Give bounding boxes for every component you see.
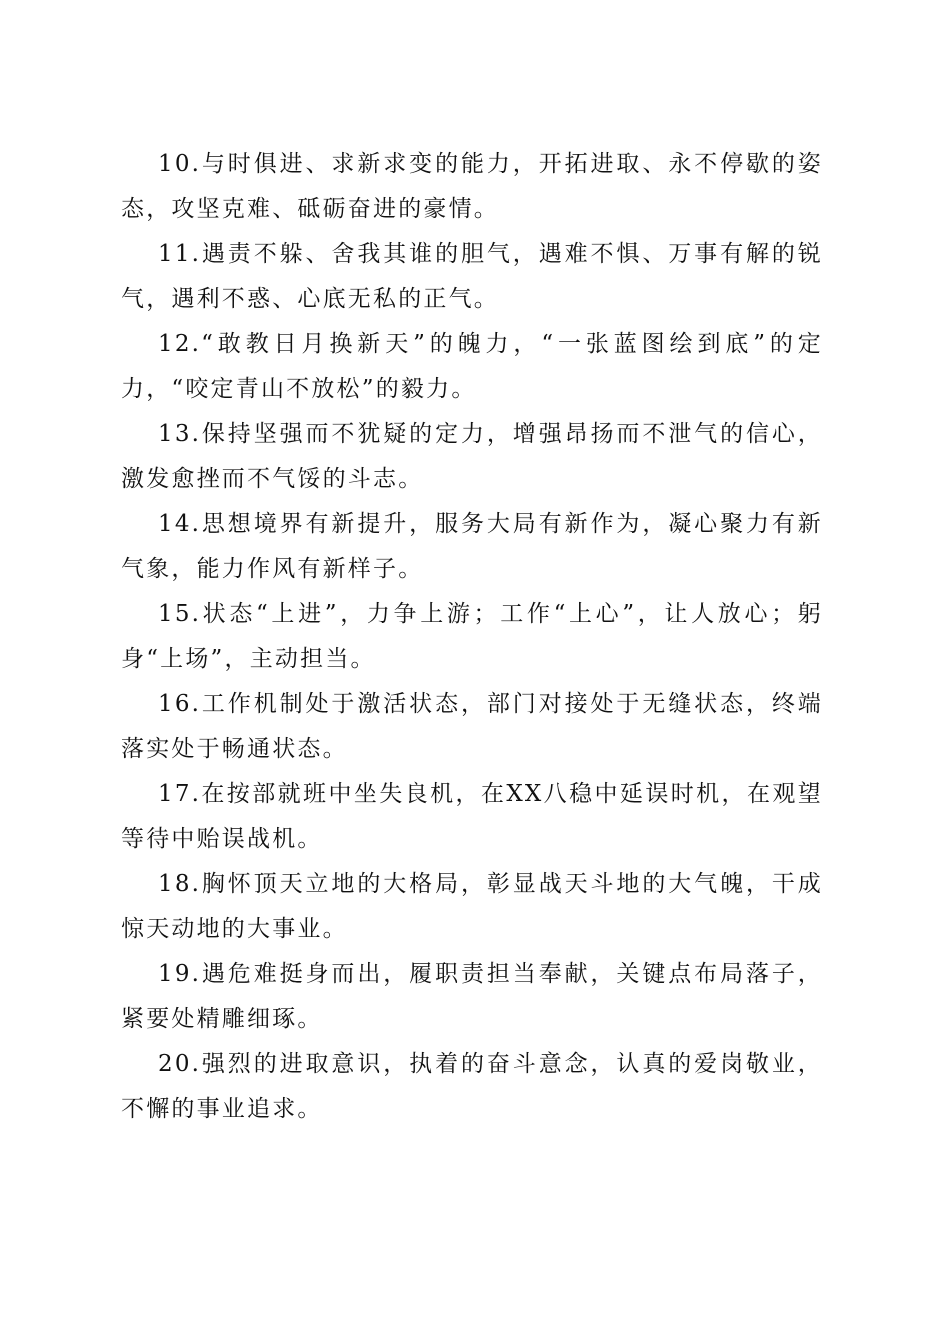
paragraph-13: 13.保持坚强而不犹疑的定力，增强昂扬而不泄气的信心，激发愈挫而不气馁的斗志。 <box>121 421 823 492</box>
paragraph-14: 14.思想境界有新提升，服务大局有新作为，凝心聚力有新气象，能力作风有新样子。 <box>121 511 823 582</box>
paragraph-15: 15.状态“上进”，力争上游；工作“上心”，让人放心；躬身“上场”，主动担当。 <box>121 601 823 672</box>
paragraph-18: 18.胸怀顶天立地的大格局，彰显战天斗地的大气魄，干成惊天动地的大事业。 <box>121 871 823 942</box>
paragraph-16: 16.工作机制处于激活状态，部门对接处于无缝状态，终端落实处于畅通状态。 <box>121 691 823 762</box>
paragraph-20: 20.强烈的进取意识，执着的奋斗意念，认真的爱岗敬业，不懈的事业追求。 <box>121 1051 823 1122</box>
paragraph-12: 12.“敢教日月换新天”的魄力，“一张蓝图绘到底”的定力，“咬定青山不放松”的毅力。 <box>121 331 823 402</box>
paragraph-10: 10.与时俱进、求新求变的能力，开拓进取、永不停歇的姿态，攻坚克难、砥砺奋进的豪情。 <box>121 151 823 222</box>
paragraph-19: 19.遇危难挺身而出，履职责担当奉献，关键点布局落子，紧要处精雕细琢。 <box>121 961 823 1032</box>
paragraph-17: 17.在按部就班中坐失良机，在XX八稳中延误时机，在观望等待中贻误战机。 <box>121 781 823 852</box>
document-body <box>121 142 823 1132</box>
paragraph-11: 11.遇责不躲、舍我其谁的胆气，遇难不惧、万事有解的锐气，遇利不惑、心底无私的正气。 <box>121 241 823 312</box>
